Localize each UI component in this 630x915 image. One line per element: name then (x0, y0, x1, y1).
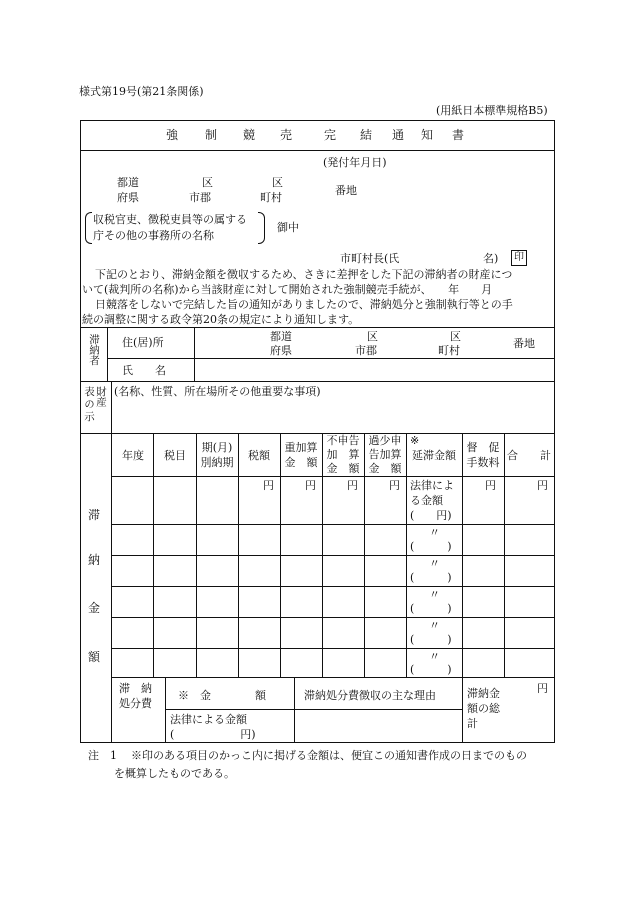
amount-label-char: 滞 (88, 508, 101, 522)
yen-mark: 円 (347, 479, 358, 492)
yen-mark: 円 (485, 479, 496, 492)
yen-mark: 円 (537, 682, 548, 695)
asterisk-mark: ※ (410, 434, 420, 447)
header-tax-item: 税目 (164, 449, 186, 462)
ditto-mark: 〃 (429, 588, 440, 601)
header-underdeclaration-add: 過少申 (368, 434, 402, 447)
name-label: 氏 名 (122, 364, 166, 377)
paren-blank: ( ) (410, 663, 452, 676)
yen-mark: 円 (263, 479, 274, 492)
paren-blank: ( ) (410, 633, 452, 646)
header-period: 期(月) (201, 441, 233, 454)
ditto-mark: 〃 (429, 526, 440, 539)
header-nondeclaration-add: 不申告 (326, 434, 360, 447)
header-tax-amount: 税額 (248, 449, 270, 462)
paren-blank: ( ) (410, 602, 452, 615)
ditto-mark: 〃 (429, 557, 440, 570)
yen-mark: 円 (389, 479, 400, 492)
yen-mark: 円 (305, 479, 316, 492)
ditto-mark: 〃 (429, 650, 440, 663)
disposal-legal-label: 法律による金額 (170, 713, 247, 726)
legal-amount-note: 法律によ (410, 479, 454, 492)
header-demand-fee: 督 促 (466, 441, 500, 454)
amount-label-char: 金 (88, 601, 101, 615)
amount-label-char: 納 (88, 553, 101, 567)
seal-mark: 印 (511, 250, 527, 266)
paper-spec: (用紙日本標準規格B5) (436, 104, 548, 117)
property-description: (名称、性質、所在場所その他重要な事項) (114, 385, 321, 398)
disposal-amount-label: ※ 金 額 (178, 689, 266, 702)
taxpayer-label: 滞納者 (88, 334, 100, 366)
header-delay-amount: 延滞金額 (412, 449, 456, 462)
disposal-cost-label: 滞 納 (119, 682, 152, 695)
property-label-col2: 表の示 (83, 386, 95, 424)
paren-blank: ( ) (410, 540, 452, 553)
yen-mark: 円 (537, 479, 548, 492)
paren-blank: ( ) (410, 571, 452, 584)
grand-total-label: 滞納金 (467, 687, 500, 700)
header-year: 年度 (122, 449, 144, 462)
address-label: 住(居)所 (122, 336, 164, 349)
ditto-mark: 〃 (429, 619, 440, 632)
property-label-col1: 財産 (95, 386, 107, 407)
header-heavy-add: 重加算 (284, 441, 318, 454)
issue-date: (発付年月日) (323, 156, 387, 169)
header-total: 合 計 (507, 449, 551, 462)
disposal-reason-label: 滞納処分費徴収の主な理由 (304, 689, 436, 702)
amount-label-char: 額 (88, 650, 101, 664)
form-number: 様式第19号(第21条関係) (79, 85, 204, 98)
